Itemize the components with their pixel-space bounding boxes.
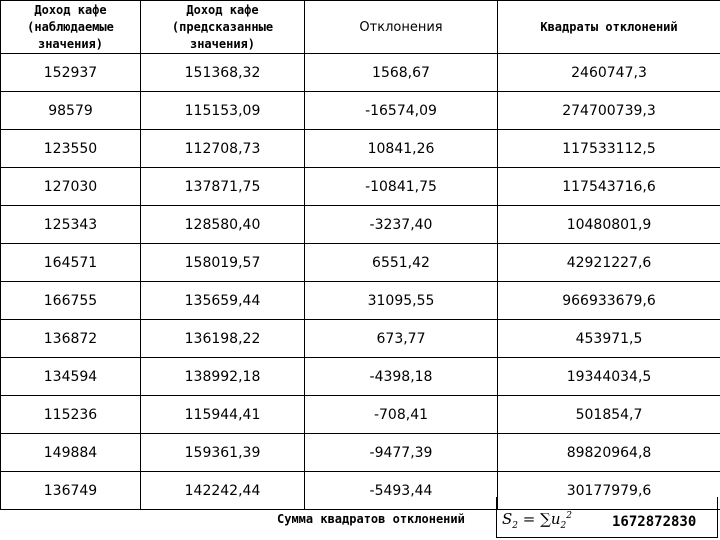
- observed-cell: 127030: [1, 168, 141, 206]
- predicted-cell: 138992,18: [141, 358, 305, 396]
- table-row: [1, 206, 720, 244]
- header-predicted-income: Доход кафе (предсказанные значения): [141, 1, 305, 54]
- deviation-cell: 10841,26: [305, 130, 498, 168]
- predicted-cell: 115944,41: [141, 396, 305, 434]
- table-row: [1, 358, 720, 396]
- squared-deviation-cell: 453971,5: [498, 320, 720, 358]
- header-row: [1, 1, 720, 54]
- observed-cell: 136749: [1, 472, 141, 510]
- table-row: [1, 434, 720, 472]
- squared-deviation-cell: 274700739,3: [498, 92, 720, 130]
- header-observed-income: Доход кафе (наблюдаемые значения): [1, 1, 141, 54]
- deviation-cell: 6551,42: [305, 244, 498, 282]
- observed-cell: 166755: [1, 282, 141, 320]
- squared-deviation-cell: 117543716,6: [498, 168, 720, 206]
- table-body: [1, 54, 720, 510]
- observed-cell: 136872: [1, 320, 141, 358]
- deviation-cell: -3237,40: [305, 206, 498, 244]
- sum-value: 1672872830: [612, 514, 697, 530]
- deviation-cell: -708,41: [305, 396, 498, 434]
- squared-deviation-cell: 501854,7: [498, 396, 720, 434]
- table-row: [1, 396, 720, 434]
- sum-formula: $S_2 = \sum u_2^2$: [502, 510, 572, 531]
- table-row: [1, 282, 720, 320]
- observed-cell: 134594: [1, 358, 141, 396]
- table-row: [1, 54, 720, 92]
- observed-cell: 152937: [1, 54, 141, 92]
- squared-deviation-cell: 10480801,9: [498, 206, 720, 244]
- predicted-cell: 159361,39: [141, 434, 305, 472]
- predicted-cell: 115153,09: [141, 92, 305, 130]
- predicted-cell: 112708,73: [141, 130, 305, 168]
- deviation-cell: -16574,09: [305, 92, 498, 130]
- squared-deviation-cell: 2460747,3: [498, 54, 720, 92]
- table-row: [1, 320, 720, 358]
- deviation-cell: -9477,39: [305, 434, 498, 472]
- deviation-cell: -5493,44: [305, 472, 498, 510]
- squared-deviation-cell: 19344034,5: [498, 358, 720, 396]
- deviation-cell: 1568,67: [305, 54, 498, 92]
- deviation-cell: 673,77: [305, 320, 498, 358]
- observed-cell: 164571: [1, 244, 141, 282]
- deviation-cell: 31095,55: [305, 282, 498, 320]
- sum-label: Сумма квадратов отклонений: [277, 512, 465, 526]
- table-row: [1, 244, 720, 282]
- observed-cell: 98579: [1, 92, 141, 130]
- observed-cell: 123550: [1, 130, 141, 168]
- predicted-cell: 136198,22: [141, 320, 305, 358]
- squared-deviation-cell: 42921227,6: [498, 244, 720, 282]
- table-row: [1, 168, 720, 206]
- table-row: [1, 130, 720, 168]
- predicted-cell: 151368,32: [141, 54, 305, 92]
- squared-deviation-cell: 966933679,6: [498, 282, 720, 320]
- squared-deviation-cell: 117533112,5: [498, 130, 720, 168]
- predicted-cell: 158019,57: [141, 244, 305, 282]
- observed-cell: 115236: [1, 396, 141, 434]
- predicted-cell: 135659,44: [141, 282, 305, 320]
- deviation-cell: -10841,75: [305, 168, 498, 206]
- header-squared-deviations: Квадраты отклонений: [498, 1, 720, 54]
- predicted-cell: 137871,75: [141, 168, 305, 206]
- predicted-cell: 142242,44: [141, 472, 305, 510]
- observed-cell: 149884: [1, 434, 141, 472]
- observed-cell: 125343: [1, 206, 141, 244]
- squared-deviation-cell: 30177979,6: [498, 472, 720, 510]
- header-deviations: Отклонения: [305, 1, 498, 54]
- predicted-cell: 128580,40: [141, 206, 305, 244]
- table-row: [1, 92, 720, 130]
- squared-deviation-cell: 89820964,8: [498, 434, 720, 472]
- deviation-cell: -4398,18: [305, 358, 498, 396]
